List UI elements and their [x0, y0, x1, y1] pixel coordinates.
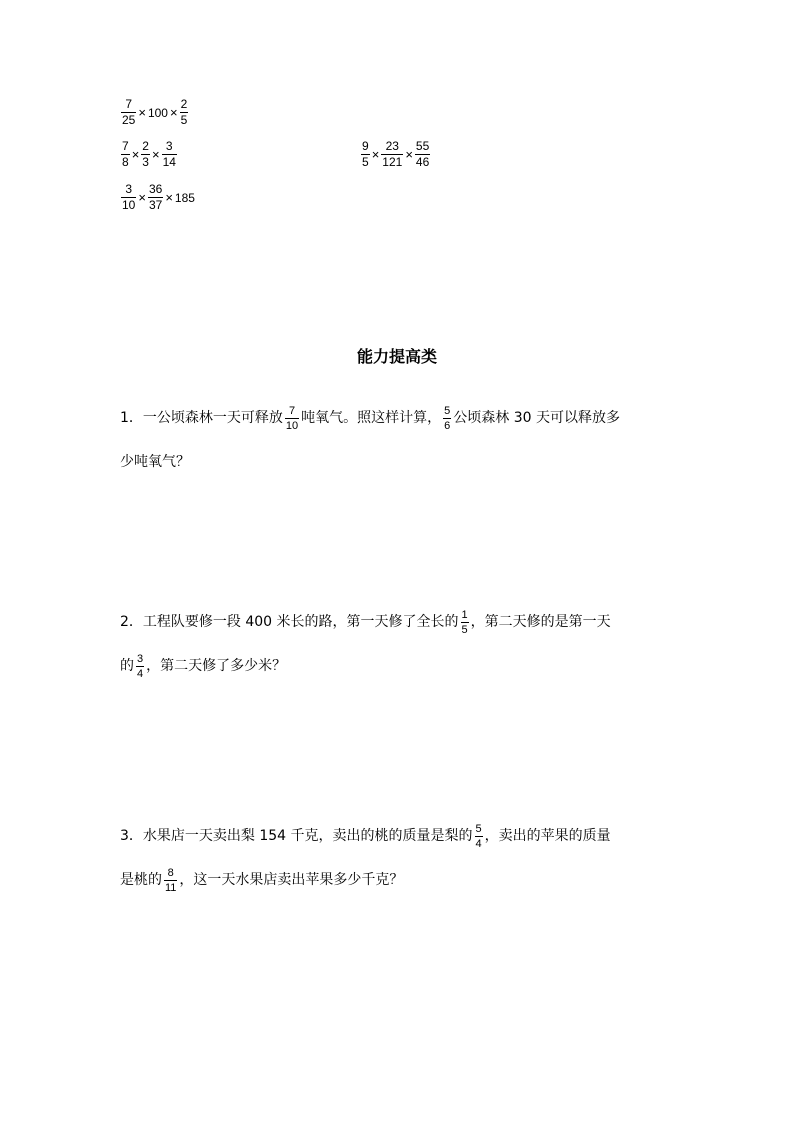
problem-text: ，第二天修了多少米？ [146, 658, 287, 674]
fraction [461, 609, 469, 636]
times-sign: × [138, 105, 146, 120]
problem-line [120, 644, 680, 688]
numerator: 8 [167, 866, 174, 879]
problem-line [120, 440, 680, 484]
fraction [164, 867, 177, 894]
numerator: 7 [122, 139, 129, 153]
denominator: 11 [165, 881, 177, 894]
times-sign: × [151, 147, 160, 162]
times-sign: × [165, 190, 173, 205]
denominator: 5 [180, 113, 188, 127]
numerator: 3 [125, 182, 133, 196]
fraction [443, 405, 451, 432]
problem-text: 3．水果店一天卖出梨 154 千克，卖出的桃的质量是梨的 [120, 828, 473, 844]
numerator: 55 [415, 139, 430, 153]
expression-4 [120, 183, 196, 212]
fraction [285, 405, 299, 432]
integer: 185 [174, 190, 195, 205]
numerator: 5 [475, 822, 482, 835]
problem-text: 是桃的 [120, 872, 162, 888]
numerator: 23 [385, 139, 399, 153]
times-sign: × [405, 147, 413, 162]
problem-3 [120, 814, 680, 902]
problem-text: ，卖出的苹果的质量 [484, 828, 611, 844]
problem-text: 1．一公顷森林一天可释放 [120, 410, 283, 426]
problem-line [120, 600, 680, 644]
numerator: 2 [180, 97, 188, 111]
times-sign: × [169, 105, 178, 120]
numerator: 2 [142, 139, 149, 153]
fraction [121, 183, 136, 212]
problem-text: ，第二天修的是第一天 [470, 614, 611, 630]
fraction [136, 653, 144, 680]
fraction [381, 140, 403, 169]
problem-text: ，这一天水果店卖出苹果多少千克？ [179, 872, 404, 888]
denominator: 4 [475, 837, 482, 850]
denominator: 10 [122, 198, 136, 212]
fraction [148, 183, 163, 212]
fraction [121, 98, 136, 127]
denominator: 4 [137, 667, 144, 680]
times-sign: × [371, 147, 380, 162]
problem-text: 少吨氧气？ [120, 454, 190, 470]
section-title: 能力提高类 [356, 347, 437, 366]
numerator: 3 [165, 139, 173, 153]
fraction [361, 140, 370, 169]
problem-1 [120, 396, 680, 484]
denominator: 10 [285, 419, 299, 432]
expression-1 [120, 98, 189, 127]
denominator: 121 [382, 155, 403, 169]
numerator: 1 [461, 608, 468, 621]
fraction [141, 140, 150, 169]
problem-line [120, 396, 680, 440]
problem-text: 吨氧气。照这样计算， [301, 410, 442, 426]
denominator: 25 [122, 113, 136, 127]
denominator: 3 [142, 155, 149, 169]
times-sign: × [131, 147, 140, 162]
numerator: 36 [148, 182, 163, 196]
fraction [475, 823, 483, 850]
numerator: 7 [125, 97, 133, 111]
problem-line [120, 858, 680, 902]
integer: 100 [147, 105, 168, 120]
denominator: 8 [122, 155, 129, 169]
denominator: 14 [162, 155, 176, 169]
numerator: 5 [444, 404, 451, 417]
expression-2 [120, 140, 178, 169]
fraction [121, 140, 130, 169]
problem-text: 的 [120, 658, 134, 674]
numerator: 3 [137, 652, 144, 665]
numerator: 7 [288, 404, 296, 417]
problem-line [120, 814, 680, 858]
problem-text: 公顷森林 30 天可以释放多 [453, 410, 621, 426]
denominator: 46 [415, 155, 430, 169]
fraction [162, 140, 177, 169]
fraction [415, 140, 430, 169]
denominator: 37 [148, 198, 163, 212]
problem-2 [120, 600, 680, 688]
problem-text: 2．工程队要修一段 400 米长的路，第一天修了全长的 [120, 614, 459, 630]
fraction [180, 98, 189, 127]
numerator: 9 [362, 139, 369, 153]
denominator: 5 [461, 623, 468, 636]
denominator: 6 [444, 419, 451, 432]
expression-3 [360, 140, 431, 169]
times-sign: × [138, 190, 146, 205]
denominator: 5 [362, 155, 369, 169]
